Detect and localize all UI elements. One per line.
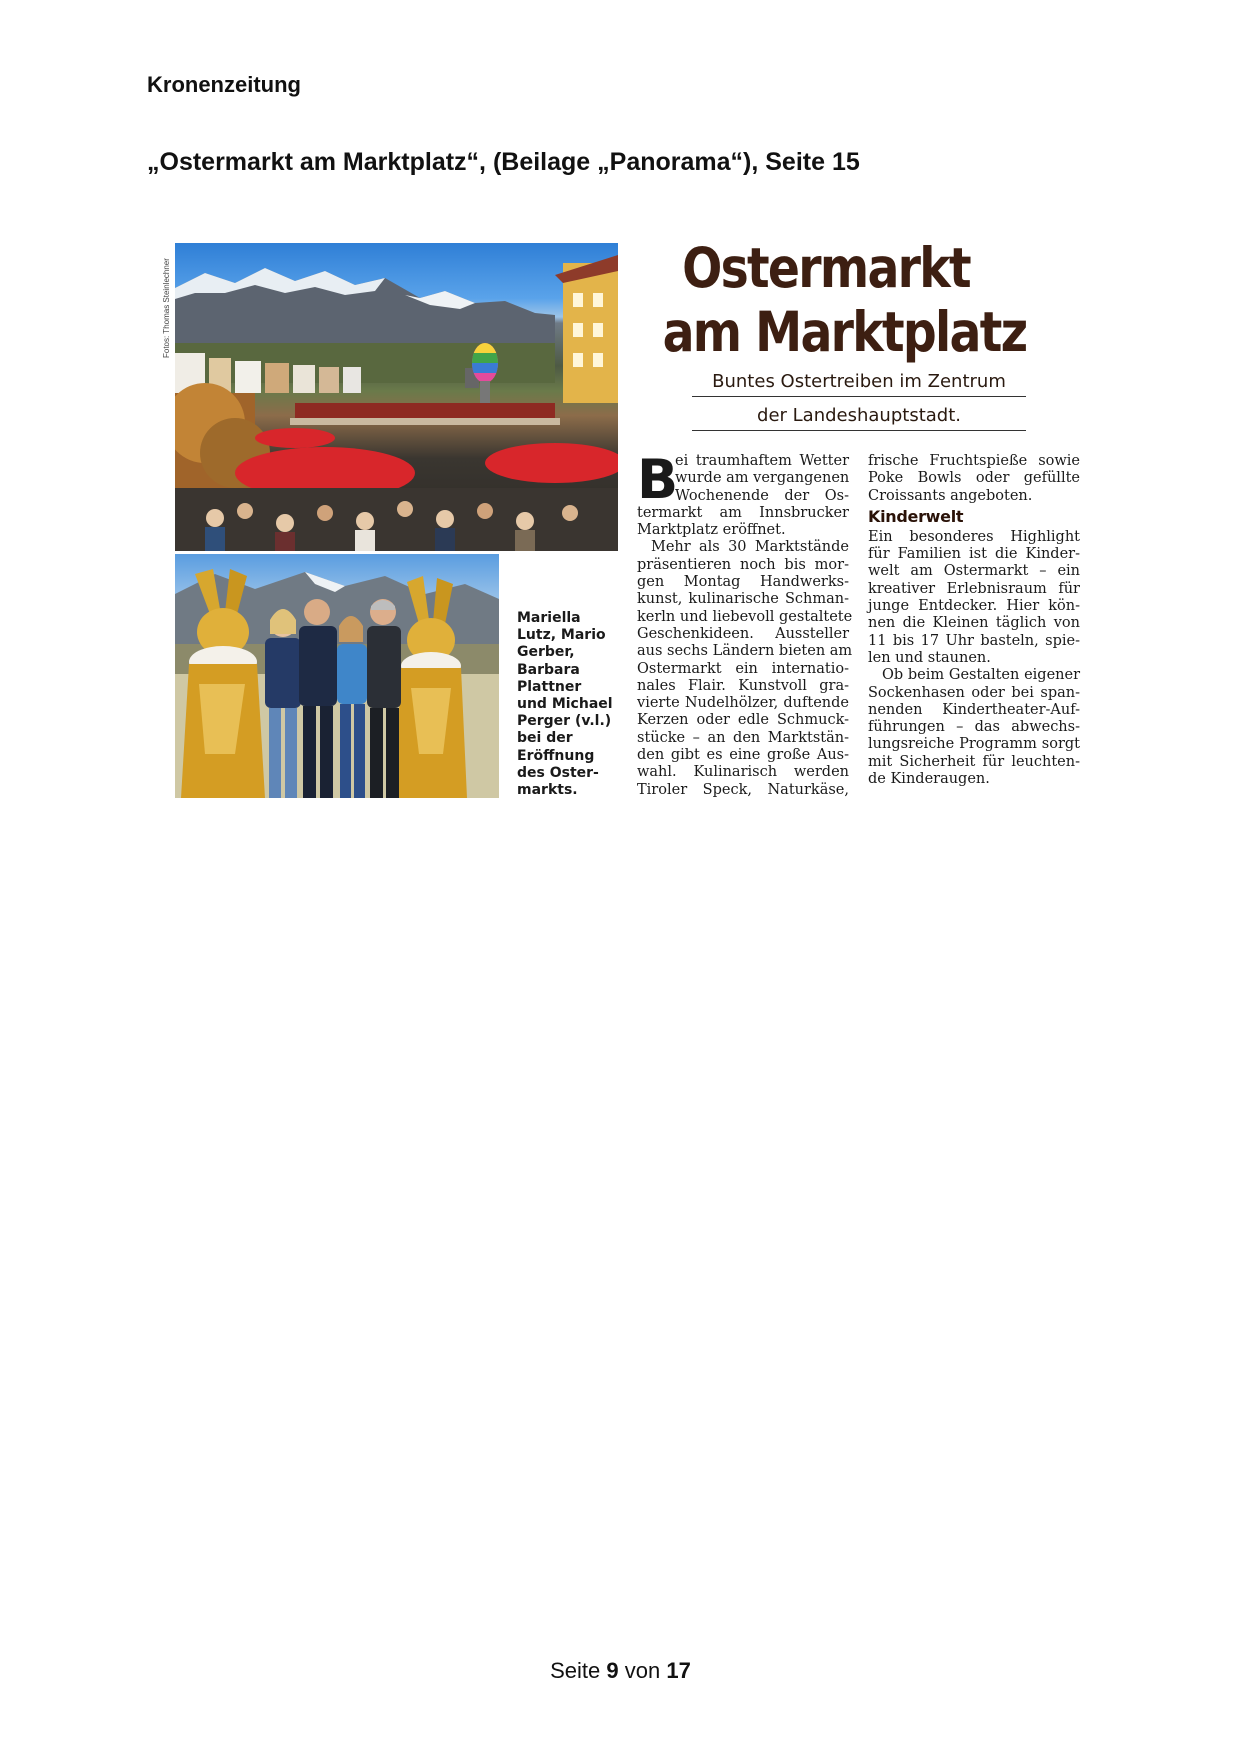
article-column-2	[868, 453, 1080, 788]
headline-line: Ostermarkt	[682, 236, 970, 300]
headline-line: am Marktplatz	[662, 300, 1027, 364]
body-line: Ob beim Gestalten eigener	[882, 667, 1080, 684]
market-square-photo	[175, 243, 618, 551]
people-group	[265, 599, 401, 798]
body-line: termarkt am Innsbrucker	[637, 504, 849, 521]
body-line: stücke – an den Marktstän-	[637, 729, 849, 746]
body-line: ei traumhaftem Wetter	[675, 453, 849, 469]
body-line: nenden Kindertheater-Auf-	[868, 701, 1080, 718]
body-line: wahl. Kulinarisch werden	[637, 764, 849, 781]
subhead-line: Buntes Ostertreiben im Zentrum	[692, 368, 1026, 397]
body-line: welt am Ostermarkt – ein	[868, 563, 1080, 580]
body-line: junge Entdecker. Hier kön-	[868, 598, 1080, 615]
section-subheading: Kinderwelt	[868, 506, 964, 526]
article-reference-title: „Ostermarkt am Marktplatz“, (Beilage „Panorama“), Seite 15	[147, 148, 860, 176]
body-line: mit Sicherheit für leuchten-	[868, 753, 1080, 770]
article-subheadline	[692, 368, 1026, 431]
body-line: Ein besonderes Highlight	[868, 528, 1080, 545]
body-line: Mehr als 30 Marktstände	[651, 539, 849, 556]
caption-line: markts.	[517, 782, 578, 799]
caption-line: Mariella	[517, 610, 581, 626]
body-line: kreativer Erlebnisraum für	[868, 580, 1080, 597]
caption-line: Lutz, Mario	[517, 627, 606, 644]
subhead-line: der Landeshauptstadt.	[692, 402, 1026, 431]
body-line: präsentieren noch bis mor-	[637, 556, 849, 573]
caption-line: Perger (v.l.)	[517, 713, 612, 730]
caption-line: des Oster-	[517, 764, 599, 781]
market-square-illustration	[175, 243, 618, 551]
page-number-middle: von	[624, 1658, 661, 1683]
caption-line: Gerber,	[517, 644, 575, 661]
body-line: Kerzen oder edle Schmuck-	[637, 712, 849, 729]
body-line: Tiroler Speck, Naturkäse,	[637, 781, 849, 798]
caption-line: bei der	[517, 730, 573, 747]
body-line: de Kinderaugen.	[868, 771, 990, 788]
body-line: Croissants angeboten.	[868, 487, 1033, 504]
body-line: nen die Kleinen täglich von	[868, 615, 1080, 632]
body-line: kerln und liebevoll gestaltete	[637, 608, 853, 625]
page-number-prefix: Seite	[550, 1658, 601, 1683]
drop-cap: B	[637, 448, 679, 511]
page-number-current: 9	[606, 1658, 619, 1683]
body-line: führungen – das abwechs-	[868, 719, 1080, 736]
body-line: Poke Bowls oder gefüllte	[868, 470, 1080, 487]
body-line: den gibt es eine große Aus-	[637, 747, 849, 764]
body-line: Marktplatz eröffnet.	[637, 522, 786, 539]
group-illustration	[175, 554, 499, 798]
body-line: lungsreiche Programm sorgt	[868, 736, 1080, 753]
article-headline	[662, 236, 1027, 364]
body-line: Sockenhasen oder bei span-	[868, 684, 1080, 701]
newspaper-source: Kronenzeitung	[147, 72, 301, 97]
body-line: wurde am vergangenen	[675, 470, 850, 487]
body-line: aus sechs Ländern bieten am	[637, 643, 853, 660]
body-line: frische Fruchtspieße sowie	[868, 453, 1080, 469]
page-number-total: 17	[666, 1658, 691, 1683]
caption-line: Plattner	[517, 678, 582, 695]
body-line: len und staunen.	[868, 649, 991, 666]
caption-line: und Michael	[517, 696, 613, 713]
opening-group-photo	[175, 554, 499, 798]
body-line: Ostermarkt ein internatio-	[637, 660, 849, 677]
body-line: Geschenkideen. Aussteller	[637, 625, 849, 642]
caption-line: Barbara	[517, 661, 580, 678]
body-line: für Familien ist die Kinder-	[868, 546, 1080, 563]
caption-line: Eröffnung	[517, 747, 595, 764]
body-line: kunst, kulinarische Schman-	[637, 591, 849, 608]
photo-credit: Fotos: Thomas Steinlechner	[162, 258, 171, 358]
newspaper-clipping	[160, 236, 1090, 806]
photo-caption	[517, 610, 617, 799]
body-line: 11 bis 17 Uhr basteln, spie-	[868, 632, 1080, 649]
body-line: nales Flair. Kunstvoll gra-	[637, 677, 849, 694]
body-line: gen Montag Handwerks-	[637, 574, 849, 591]
article-column-1	[637, 448, 853, 799]
body-line: Wochenende der Os-	[675, 487, 849, 504]
page-number	[0, 1658, 1241, 1684]
body-line: vierte Nudelhölzer, duftende	[637, 695, 849, 712]
